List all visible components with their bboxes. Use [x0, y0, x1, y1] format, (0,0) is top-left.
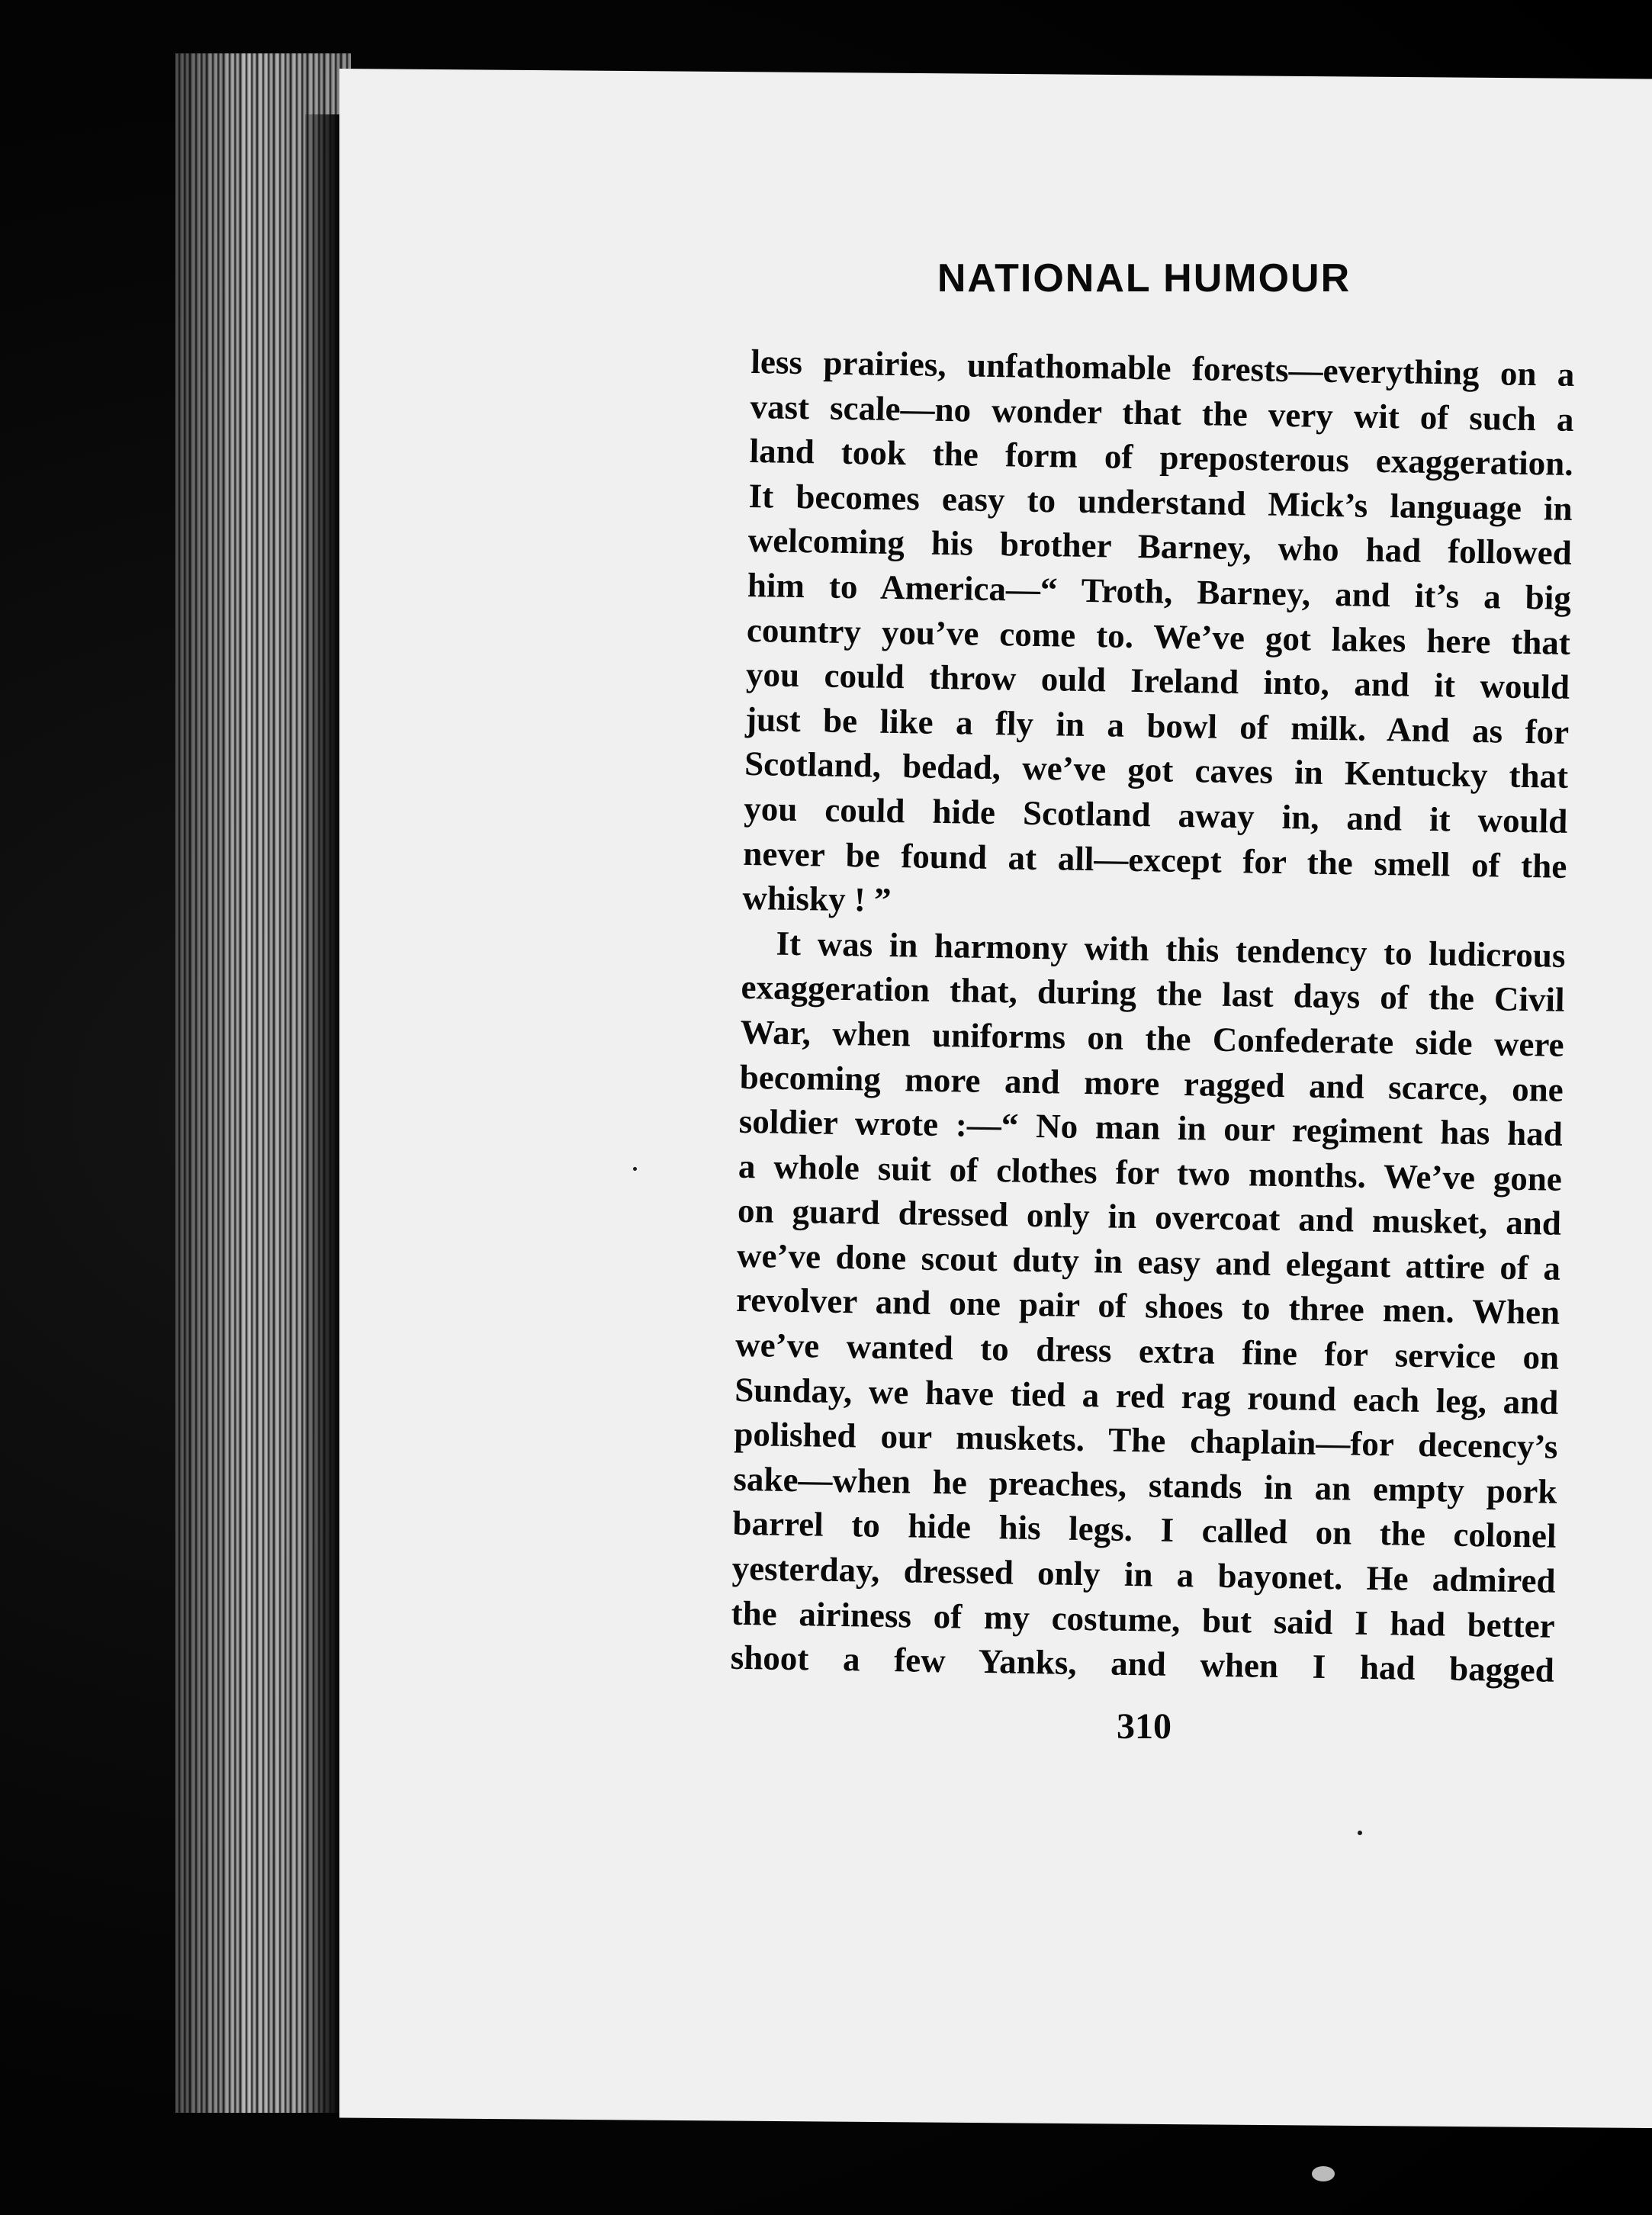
text-line: shoot a few Yanks, and when I had bagged — [730, 1638, 1555, 1689]
text-line: welcoming his brother Barney, who had followed — [747, 521, 1573, 573]
text-line: yesterday, dressed only in a bayonet. He admired — [731, 1548, 1556, 1600]
text-line: a whole suit of clothes for two months. We’ve gone — [738, 1146, 1563, 1198]
text-line: country you’ve come to. We’ve got lakes here that — [746, 610, 1571, 662]
text-line: just be like a fly in a bowl of milk. And as for — [744, 699, 1570, 751]
dust-speck — [1358, 1831, 1362, 1835]
text-line: revolver and one pair of shoes to three men. When — [735, 1281, 1560, 1333]
text-line: less prairies, unfathomable forests—everything on a — [750, 342, 1575, 394]
text-line: soldier wrote :—“ No man in our regiment has had — [738, 1101, 1564, 1153]
text-line: exaggeration that, during the last days of the Civil — [741, 968, 1565, 1020]
text-line: It was in harmony with this tendency to ludicrous — [776, 924, 1566, 975]
text-line: polished our muskets. The chaplain—for decency’s — [734, 1415, 1558, 1467]
page-number: 310 — [1117, 1706, 1172, 1747]
text-line: we’ve done scout duty in easy and elegant attire of a — [736, 1236, 1561, 1288]
text-line: Scotland, bedad, we’ve got caves in Kentucky that — [744, 744, 1569, 796]
text-line: becoming more and more ragged and scarce, one — [739, 1057, 1564, 1109]
text-line: War, when uniforms on the Confederate side were — [740, 1012, 1564, 1064]
text-line: we’ve wanted to dress extra fine for service on — [734, 1325, 1560, 1377]
running-head: NATIONAL HUMOUR — [937, 256, 1351, 301]
text-line: land took the form of preposterous exaggeration. — [749, 432, 1573, 484]
text-line: the airiness of my costume, but said I had better — [731, 1593, 1556, 1645]
body-text — [730, 339, 1574, 1693]
text-line: vast scale—no wonder that the very wit of such a — [750, 387, 1574, 439]
text-line: It becomes easy to understand Mick’s language in — [748, 476, 1573, 528]
text-line: whisky ! ” — [742, 879, 892, 920]
text-line: sake—when he preaches, stands in an empty pork — [733, 1459, 1557, 1511]
text-line: you could hide Scotland away in, and it would — [743, 789, 1568, 841]
text-line: him to America—“ Troth, Barney, and it’s a big — [747, 565, 1572, 617]
text-line: barrel to hide his legs. I called on the colonel — [732, 1504, 1557, 1556]
text-line: you could throw ould Ireland into, and it would — [745, 655, 1570, 707]
dust-speck — [1312, 2166, 1335, 2181]
text-line: never be found at all—except for the smell of the — [743, 834, 1567, 886]
dust-speck — [633, 1167, 637, 1171]
text-line: on guard dressed only in overcoat and musket, and — [737, 1191, 1562, 1243]
text-line: Sunday, we have tied a red rag round each leg, and — [734, 1370, 1559, 1422]
